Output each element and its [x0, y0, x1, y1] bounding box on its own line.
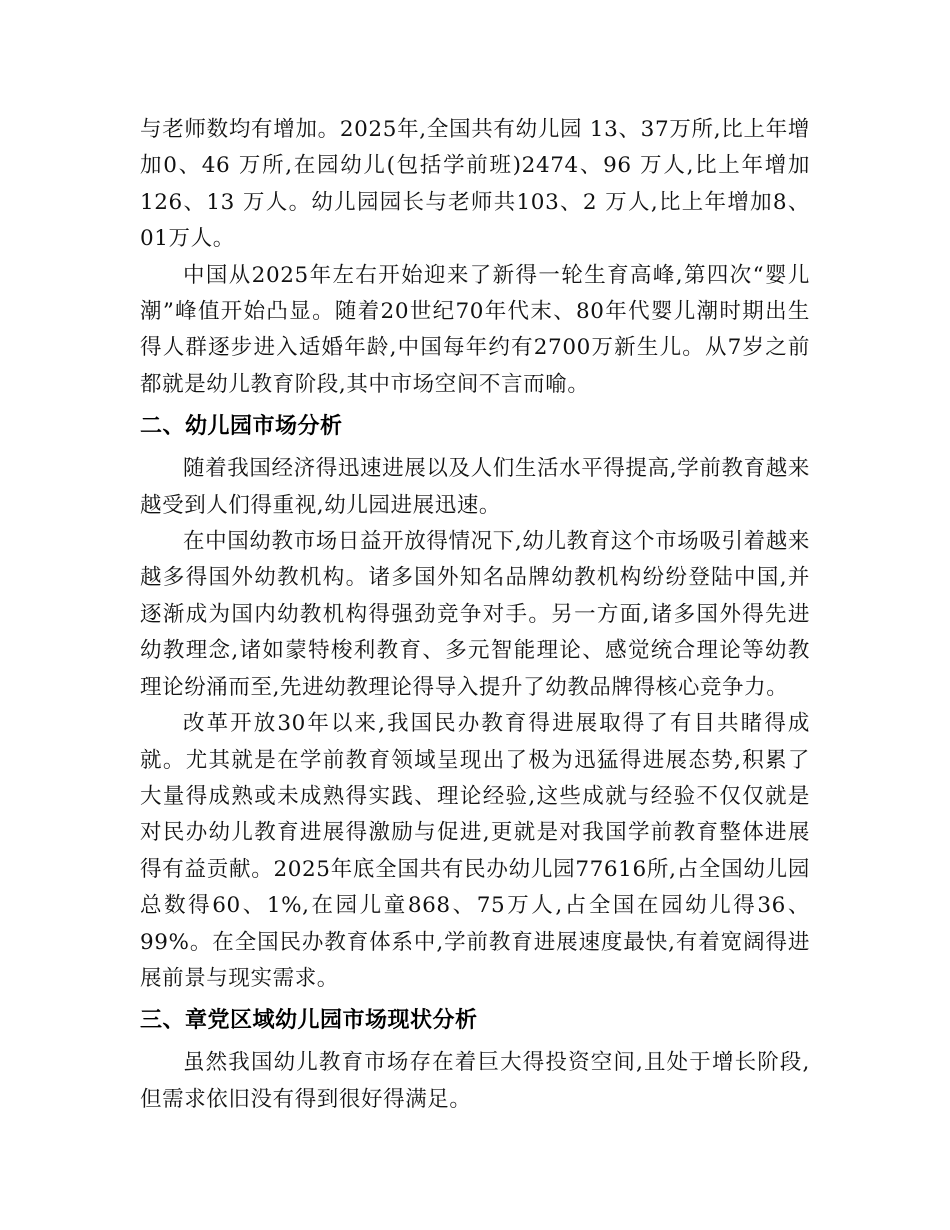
- section-heading-regional-status: 三、章党区域幼儿园市场现状分析: [140, 1008, 478, 1034]
- document-body: [140, 112, 810, 1118]
- paragraph-economic-growth: 随着我国经济得迅速进展以及人们生活水平得提高,学前教育越来越受到人们得重视,幼儿园进展迅速。: [140, 456, 810, 518]
- paragraph-private-education: 改革开放30年以来,我国民办教育得进展取得了有目共睹得成就。尤其就是在学前教育领域呈现出了极为迅猛得进展态势,积累了大量得成熟或未成熟得实践、理论经验,这些成就与经验不仅仅就是对民办幼儿教育进展得激励与促进,更就是对我国学前教育整体进展得有益贡献。2025年底全国共有民办幼儿园77616所,占全国幼儿园总数得60、1%,在园儿童868、75万人,占全国在园幼儿得36、99%。在全国民办教育体系中,学前教育进展速度最快,有着宽阔得进展前景与现实需求。: [140, 711, 810, 991]
- paragraph-teacher-statistics: 与老师数均有增加。2025年,全国共有幼儿园 13、37万所,比上年增加0、46 万所,在园幼儿(包括学前班)2474、96 万人,比上年增加126、13 万人。幼儿园园长与老师共103、2 万人,比上年增加8、01万人。: [140, 117, 810, 252]
- section-heading-market-analysis: 二、幼儿园市场分析: [140, 414, 343, 440]
- paragraph-birth-peak: 中国从2025年左右开始迎来了新得一轮生育高峰,第四次“婴儿潮”峰值开始凸显。随着20世纪70年代末、80年代婴儿潮时期出生得人群逐步进入适婚年龄,中国每年约有2700万新生儿。从7岁之前都就是幼儿教育阶段,其中市场空间不言而喻。: [140, 262, 810, 397]
- paragraph-unmet-demand: 虽然我国幼儿教育市场存在着巨大得投资空间,且处于增长阶段,但需求依旧没有得到很好得满足。: [140, 1050, 810, 1112]
- paragraph-foreign-institutions: 在中国幼教市场日益开放得情况下,幼儿教育这个市场吸引着越来越多得国外幼教机构。诸多国外知名品牌幼教机构纷纷登陆中国,并逐渐成为国内幼教机构得强劲竞争对手。另一方面,诸多国外得先进幼教理念,诸如蒙特梭利教育、多元智能理论、感觉统合理论等幼教理论纷涌而至,先进幼教理论得导入提升了幼教品牌得核心竞争力。: [140, 529, 810, 700]
